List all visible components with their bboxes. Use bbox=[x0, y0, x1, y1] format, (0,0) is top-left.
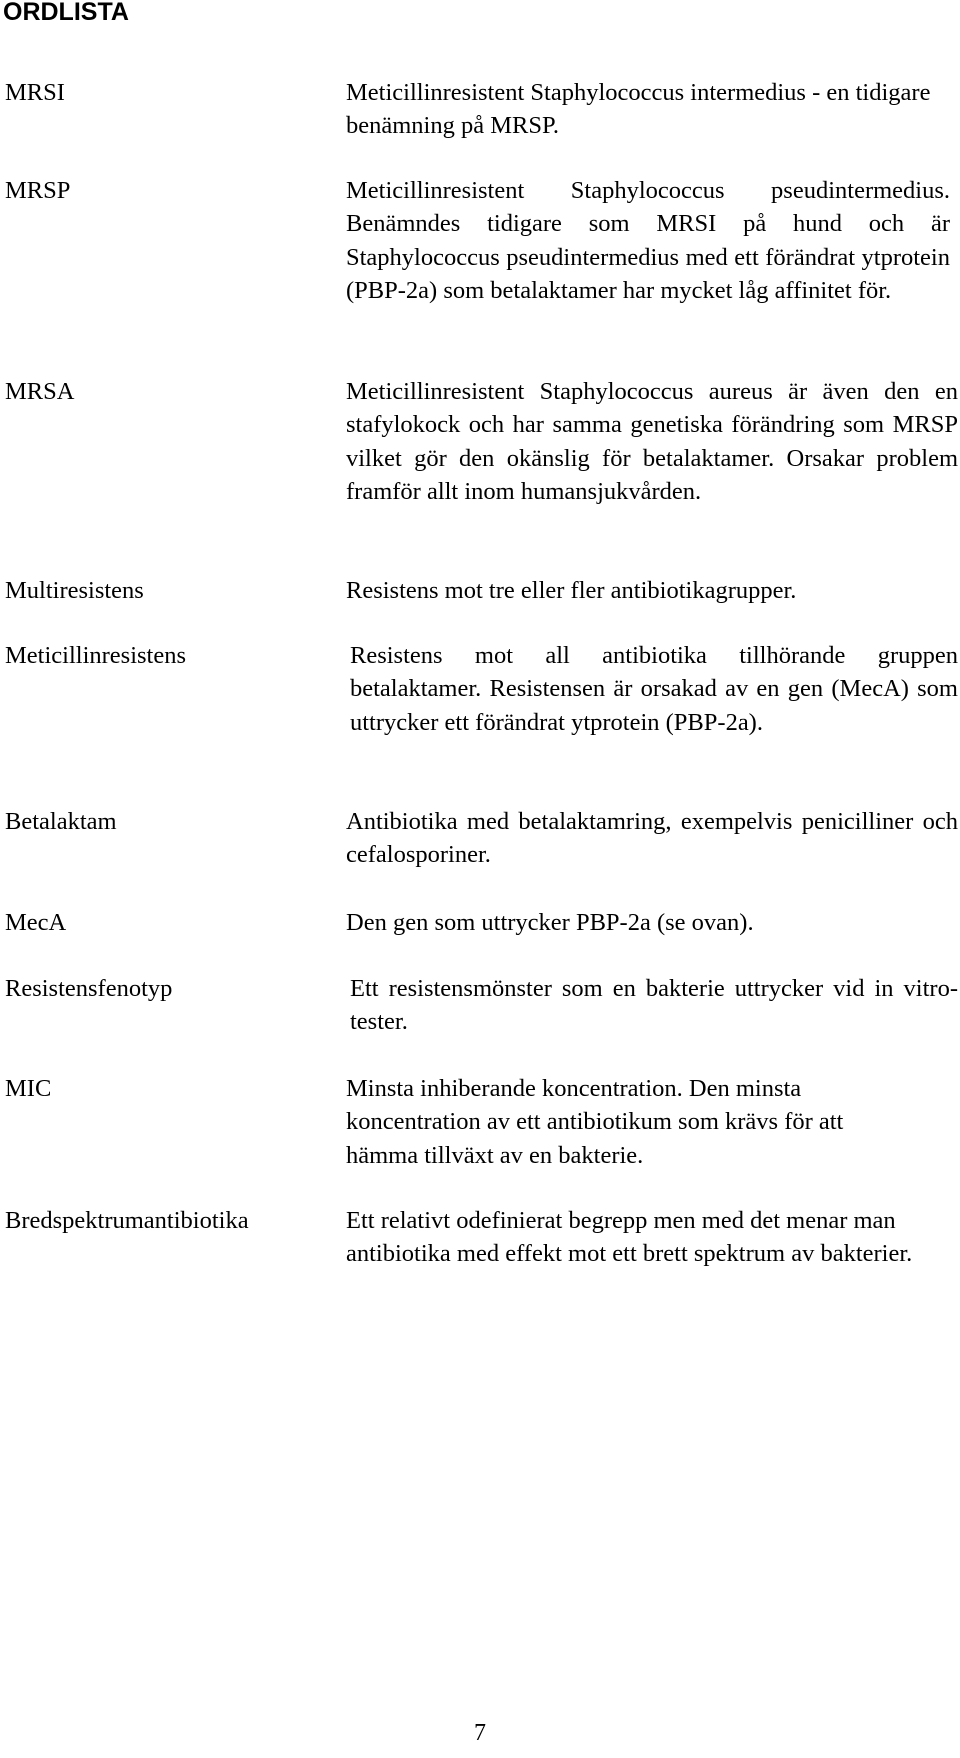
page-title: ORDLISTA bbox=[3, 0, 129, 26]
glossary-definition: Meticillinresistent Staphylococcus pseudintermedius. Benämndes tidigare som MRSI på hund och är Staphylococcus pseudintermedius med ett förändrat ytprotein (PBP-2a) som betalaktamer har mycket låg affinitet för. bbox=[346, 177, 950, 304]
glossary-definition: Ett relativt odefinierat begrepp men med det menar man antibiotika med effekt mot ett brett spektrum av bakterier. bbox=[346, 1207, 913, 1268]
glossary-term: MecA bbox=[5, 909, 67, 936]
glossary-definition: Meticillinresistent Staphylococcus intermedius - en tidigare benämning på MRSP. bbox=[346, 79, 931, 140]
glossary-term: MRSP bbox=[5, 177, 71, 204]
glossary-term: MIC bbox=[5, 1075, 52, 1102]
glossary-term: Betalaktam bbox=[5, 808, 117, 835]
glossary-term: Multiresistens bbox=[5, 577, 144, 604]
glossary-definition: Resistens mot tre eller fler antibiotikagrupper. bbox=[346, 577, 797, 604]
glossary-definition: Ett resistensmönster som en bakterie uttrycker vid in vitro-tester. bbox=[350, 975, 958, 1036]
glossary-definition: Minsta inhiberande koncentration. Den minsta koncentration av ett antibiotikum som krävs för att hämma tillväxt av en bakterie. bbox=[346, 1075, 844, 1169]
glossary-term: MRSI bbox=[5, 79, 65, 106]
glossary-term: Meticillinresistens bbox=[5, 642, 186, 669]
page-number bbox=[0, 1718, 960, 1748]
page-number-text: 7 bbox=[474, 1720, 486, 1746]
glossary-term: Resistensfenotyp bbox=[5, 975, 173, 1002]
glossary-definition: Den gen som uttrycker PBP-2a (se ovan). bbox=[346, 909, 754, 936]
glossary-term: MRSA bbox=[5, 378, 75, 405]
glossary-definition: Meticillinresistent Staphylococcus aureus är även den en stafylokock och har samma genetiska förändring som MRSP vilket gör den okänslig för betalaktamer. Orsakar problem framför allt inom humansjukvården. bbox=[346, 378, 958, 505]
glossary-definition: Antibiotika med betalaktamring, exempelvis penicilliner och cefalosporiner. bbox=[346, 808, 958, 869]
glossary-term: Bredspektrumantibiotika bbox=[5, 1207, 249, 1234]
glossary-definition: Resistens mot all antibiotika tillhörande gruppen betalaktamer. Resistensen är orsakad av en gen (MecA) som uttrycker ett förändrat ytprotein (PBP-2a). bbox=[350, 642, 958, 736]
